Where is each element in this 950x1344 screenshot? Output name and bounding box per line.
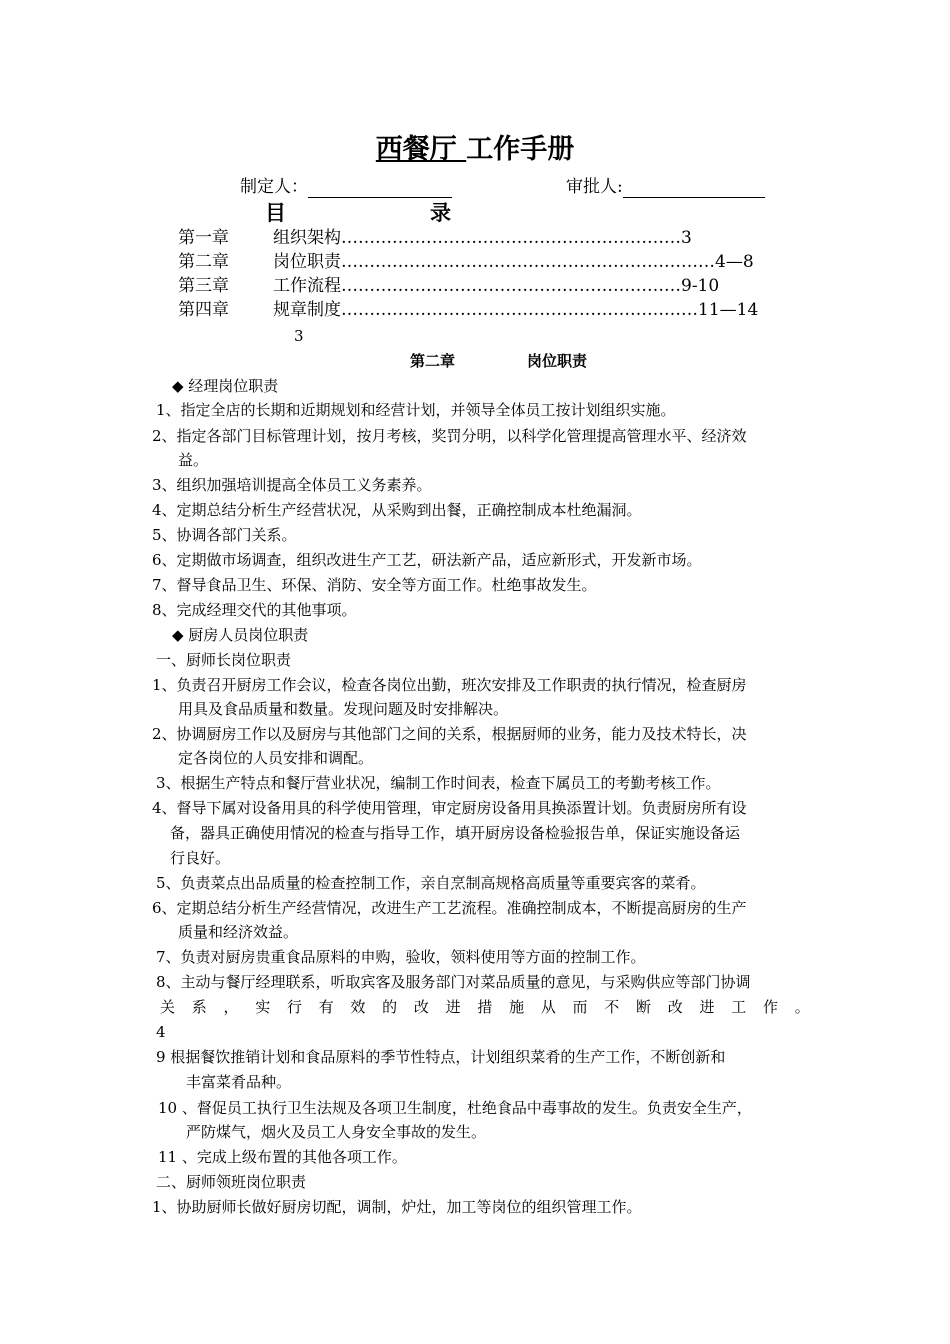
char: 从: [540, 998, 556, 1016]
char: 系: [191, 998, 207, 1016]
manager-heading: ◆ 经理岗位职责: [172, 377, 279, 395]
toc-chapter: 第二章: [178, 252, 229, 272]
toc-heading-left: 目: [265, 200, 286, 225]
list-item: 11 、完成上级布置的其他各项工作。: [158, 1148, 407, 1166]
author-signature-line: [308, 179, 452, 198]
list-item: 3、根据生产特点和餐厅营业状况，编制工作时间表，检查下属员工的考勤考核工作。: [156, 774, 721, 792]
list-item: 8、完成经理交代的其他事项。: [152, 601, 357, 619]
char: 作: [762, 998, 778, 1016]
char: 不: [604, 998, 620, 1016]
toc-entry[interactable]: [178, 226, 692, 250]
toc-entry-text: 规章制度………………………………………………………11—14: [273, 300, 759, 320]
list-item: 9 根据餐饮推销计划和食品原料的季节性特点，计划组织菜肴的生产工作，不断创新和: [156, 1048, 726, 1066]
char: 措: [477, 998, 493, 1016]
list-item: 丰富菜肴品种。: [186, 1073, 292, 1091]
list-item: 1、负责召开厨房工作会议，检查各岗位出勤，班次安排及工作职责的执行情况，检查厨房: [152, 676, 747, 694]
toc-entry[interactable]: [178, 298, 758, 322]
approver-label: 审批人:: [566, 177, 623, 197]
list-item: 6、定期做市场调查，组织改进生产工艺，研法新产品，适应新形式，开发新市场。: [152, 551, 702, 569]
list-item: 6、定期总结分析生产经营情况，改进生产工艺流程。准确控制成本，不断提高厨房的生产: [152, 899, 747, 917]
char: 而: [572, 998, 588, 1016]
list-item: 5、负责菜点出品质量的检查控制工作，亲自烹制高规格高质量等重要宾客的菜肴。: [156, 874, 706, 892]
char: 改: [667, 998, 683, 1016]
author-signature: [240, 176, 452, 198]
char: 进: [445, 998, 461, 1016]
char: ，: [223, 998, 239, 1016]
char: 断: [636, 998, 652, 1016]
char: 效: [350, 998, 366, 1016]
char: 施: [509, 998, 525, 1016]
char: 关: [160, 998, 176, 1016]
char: 有: [318, 998, 334, 1016]
char: 的: [382, 998, 398, 1016]
list-item: 备，器具正确使用情况的检查与指导工作，填开厨房设备检验报告单，保证实施设备运: [170, 824, 741, 842]
page-number: 4: [156, 1023, 166, 1041]
kitchen-heading: ◆ 厨房人员岗位职责: [172, 626, 309, 644]
list-item: 1、指定全店的长期和近期规划和经营计划，并领导全体员工按计划组织实施。: [156, 401, 676, 419]
justified-line: [160, 995, 810, 1019]
toc-chapter: 第三章: [178, 276, 229, 296]
list-item: 10 、督促员工执行卫生法规及各项卫生制度，杜绝食品中毒事故的发生。负责安全生产，: [158, 1099, 752, 1117]
list-item: 4、督导下属对设备用具的科学使用管理，审定厨房设备用具换添置计划。负责厨房所有设: [152, 799, 747, 817]
author-label: 制定人：: [240, 177, 308, 197]
list-item: 4、定期总结分析生产经营状况，从采购到出餐，正确控制成本杜绝漏洞。: [152, 501, 642, 519]
list-item: 7、负责对厨房贵重食品原料的申购，验收，领料使用等方面的控制工作。: [156, 948, 646, 966]
char: 工: [731, 998, 747, 1016]
list-item: 1、协助厨师长做好厨房切配，调制，炉灶，加工等岗位的组织管理工作。: [152, 1198, 642, 1216]
list-item: 定各岗位的人员安排和调配。: [178, 749, 374, 767]
list-item: 行良好。: [170, 849, 231, 867]
toc-entry-text: 组织架构……………………………………………………3: [273, 228, 692, 248]
char: 进: [699, 998, 715, 1016]
list-item: 2、协调厨房工作以及厨房与其他部门之间的关系，根据厨师的业务，能力及技术特长，决: [152, 725, 747, 743]
char: 实: [255, 998, 271, 1016]
list-item: 5、协调各部门关系。: [152, 526, 297, 544]
document-title: [0, 132, 950, 168]
list-item: 2、指定各部门目标管理计划，按月考核，奖罚分明，以科学化管理提高管理水平、经济效: [152, 427, 747, 445]
toc-chapter: 第一章: [178, 228, 229, 248]
page-number: 3: [294, 327, 304, 345]
char: 行: [286, 998, 302, 1016]
list-item: 质量和经济效益。: [178, 923, 299, 941]
char: 。: [794, 998, 810, 1016]
foreman-heading: 二、厨师领班岗位职责: [156, 1173, 307, 1191]
toc-chapter: 第四章: [178, 300, 229, 320]
section-title: 岗位职责: [527, 352, 588, 370]
toc-entry[interactable]: [178, 274, 719, 298]
list-item: 8、主动与餐厅经理联系，听取宾客及服务部门对菜品质量的意见，与采购供应等部门协调: [156, 973, 751, 991]
toc-entry-text: 岗位职责…………………………………………………………4—8: [273, 252, 754, 272]
list-item: 益。: [178, 451, 209, 469]
list-item: 用具及食品质量和数量。发现问题及时安排解决。: [178, 700, 509, 718]
approver-signature-line: [623, 179, 765, 198]
toc-heading-right: 录: [430, 200, 451, 225]
list-item: 7、督导食品卫生、环保、消防、安全等方面工作。杜绝事故发生。: [152, 576, 597, 594]
list-item: 严防煤气，烟火及员工人身安全事故的发生。: [186, 1123, 487, 1141]
char: 改: [413, 998, 429, 1016]
section-chapter: 第二章: [410, 352, 456, 370]
document-title-rest: 工作手册: [466, 134, 575, 165]
toc-entry[interactable]: [178, 250, 754, 274]
toc-entry-text: 工作流程……………………………………………………9-10: [273, 276, 720, 296]
approver-signature: [566, 176, 765, 198]
document-title-underlined: 西餐厅: [375, 134, 467, 165]
chef-heading: 一、厨师长岗位职责: [156, 651, 292, 669]
list-item: 3、组织加强培训提高全体员工义务素养。: [152, 476, 432, 494]
